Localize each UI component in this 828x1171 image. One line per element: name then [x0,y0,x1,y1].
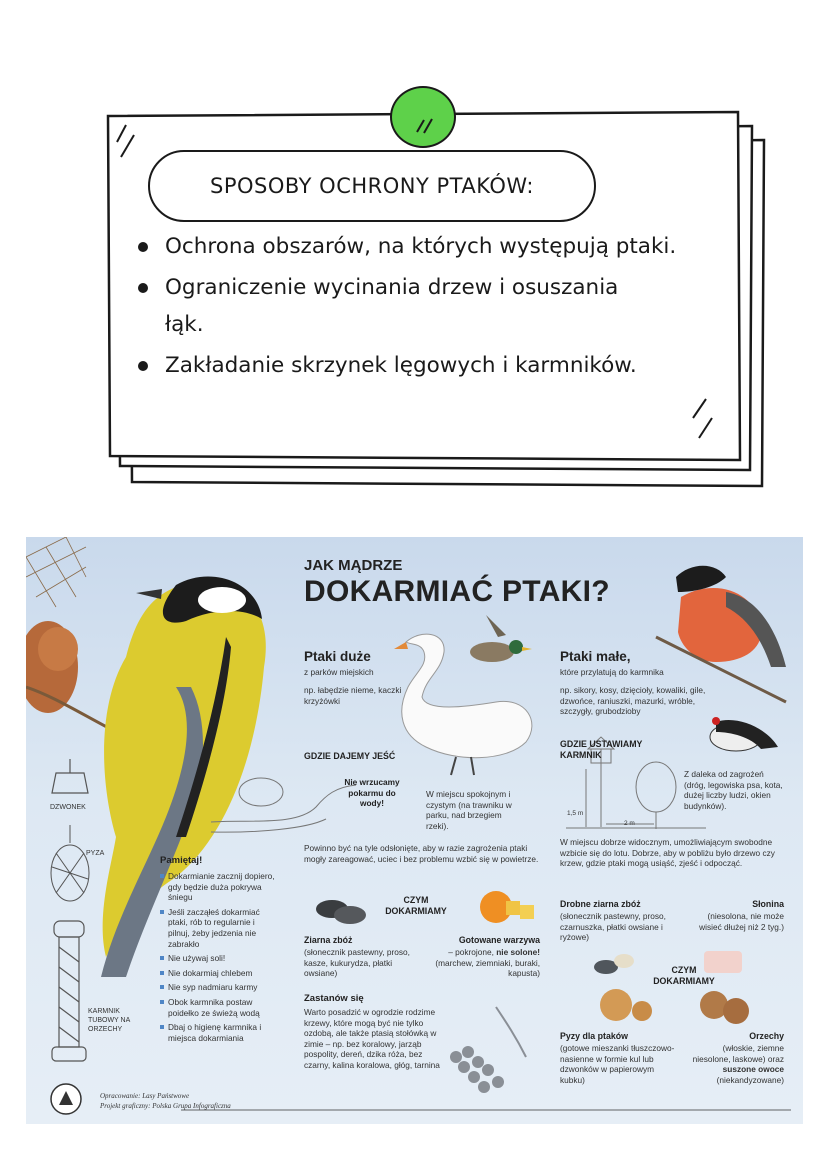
consider-title: Zastanów się [304,993,364,1004]
veg-desc: – pokrojone, nie solone! (marchew, ziemniaki, buraki, kapusta) [435,947,540,979]
small-grains-title: Drobne ziarna zbóż [560,899,641,909]
nuts-icon [700,991,749,1024]
ball-feeder-icon [51,825,89,901]
poster-title: DOKARMIAĆ PTAKI? [304,575,610,608]
note-bullet: Ograniczenie wycinania drzew i osuszania łąk. [133,269,655,343]
remember-item: Obok karmnika postaw poidełko ze świeżą wodą [160,997,278,1018]
big-grains-title: Ziarna zbóż [304,935,353,945]
duck-illustration [470,615,532,662]
vegetables-icon [480,891,534,923]
small-grains-icon [594,954,634,974]
small-birds-examples: np. sikory, kosy, dzięcioły, kowaliki, gile, dzwońce, raniuszki, mazurki, wróble, szczygły, grubodzioby [560,685,706,717]
note-bullet: Zakładanie skrzynek lęgowych i karmników. [133,347,733,384]
bullfinch-illustration [656,566,786,702]
lard-desc: (niesolona, nie może wisieć dłużej niż 2 tyg.) [699,911,784,932]
measure-distance: 2 m [624,820,635,827]
note-bullet: Ochrona obszarów, na których występują ptaki. [133,228,733,265]
bell-feeder-label: DZWONEK [50,804,86,811]
credits-line-1: Opracowanie: Lasy Państwowe [100,1092,190,1100]
big-feed-header: CZYM DOKARMIAMY [385,895,447,916]
remember-item: Nie dokarmiaj chlebem [160,968,278,979]
remember-title: Pamiętaj! [160,855,203,866]
big-where-header: GDZIE DAJEMY JEŚĆ [304,751,396,761]
woodpecker-illustration [710,717,778,751]
fat-balls-icon [600,989,652,1021]
berries-branch-icon [450,1007,526,1093]
lard-title: Słonina [752,899,784,909]
fat-balls-title: Pyzy dla ptaków [560,1031,628,1041]
poster-pretitle: JAK MĄDRZE [304,557,403,574]
note-title-pill [148,150,596,222]
bell-feeder-icon [52,759,88,793]
consider-text: Warto posadzić w ogrodzie rodzime krzewy, które mogą być nie tylko ozdobą, ale także ptasią stołówką w zimie – np. bez koralowy, jarząb pospolity, dereń, dzika róża, bez czarny, kalina koralowa, głóg, tarnina [304,1007,440,1070]
big-birds-examples: np. łabędzie nieme, kaczki krzyżówki [304,685,402,706]
small-where-distance: Z daleka od zagrożeń (dróg, legowiska psa, kota, dużej liczby ludzi, okien budynków). [684,769,783,811]
net-bag-icon [26,537,86,607]
big-birds-title: Ptaki duże [304,649,371,664]
no-water-warning: Nie wrzucamy pokarmu do wody! [344,777,400,808]
tube-feeder-icon [52,921,86,1061]
small-birds-title: Ptaki małe, [560,649,631,664]
remember-list [160,871,278,1047]
big-grains-desc: (słonecznik pastewny, proso, kasze, kukurydza, płatki owsiane) [304,947,410,979]
small-birds-subtitle: które przylatują do karmnika [560,667,664,677]
tube-feeder-label: KARMNIK TUBOWY NA ORZECHY [88,1008,130,1033]
nuts-title: Orzechy [749,1031,784,1041]
small-grains-desc: (słonecznik pastewny, proso, czarnuszka, płatki owsiane i ryżowe) [560,911,666,943]
note-card [0,0,828,500]
big-birds-subtitle: z parków miejskich [304,667,374,677]
small-where-header: GDZIE USTAWIAMY KARMNIK [560,739,643,760]
lasy-panstwowe-logo-icon [51,1084,81,1114]
remember-item: Jeśli zacząłeś dokarmiać ptaki, rób to regularnie i pilnuj, żeby jedzenia nie zabrakło [160,907,278,949]
credits-line-2: Projekt graficzny: Polska Grupa Infograficzna [100,1102,231,1110]
ball-feeder-label: PYZA [86,850,105,857]
remember-item: Nie syp nadmiaru karmy [160,982,278,993]
note-title: SPOSOBY OCHRONY PTAKÓW: [210,174,534,198]
infographic-poster [26,537,803,1124]
small-where-place: W miejscu dobrze widocznym, umożliwiającym swobodne wzbicie się do lotu. Dobrze, aby w pobliżu było drzewo czy krzew, gdzie ptaki mogą usiąść, zjeść i odpocząć. [560,837,775,869]
nuts-desc: (włoskie, ziemne niesolone, laskowe) oraz suszone owoce (niekandyzowane) [692,1043,784,1085]
measure-height: 1,5 m [567,810,584,817]
small-feed-header: CZYM DOKARMIAMY [653,965,715,986]
big-where-distance: Powinno być na tyle odsłonięte, aby w razie zagrożenia ptaki mogły zareagować, uciec i bez problemu wzbić się w powietrze. [304,843,539,864]
remember-item: Nie używaj soli! [160,953,278,964]
big-where-place: W miejscu spokojnym i czystym (na trawniku w parku, nad brzegiem rzeki). [426,789,512,831]
fat-balls-desc: (gotowe mieszanki tłuszczowo-nasienne w formie kul lub dzwonków w papierowym kubku) [560,1043,675,1085]
sunflower-seeds-icon [316,900,366,924]
remember-item: Dokarmianie zacznij dopiero, gdy będzie duża pokrywa śniegu [160,871,278,903]
remember-item: Dbaj o higienę karmnika i miejsca dokarmiania [160,1022,278,1043]
veg-title: Gotowane warzywa [458,935,540,945]
note-bullet-list [133,228,733,388]
green-pin-icon [390,86,456,148]
